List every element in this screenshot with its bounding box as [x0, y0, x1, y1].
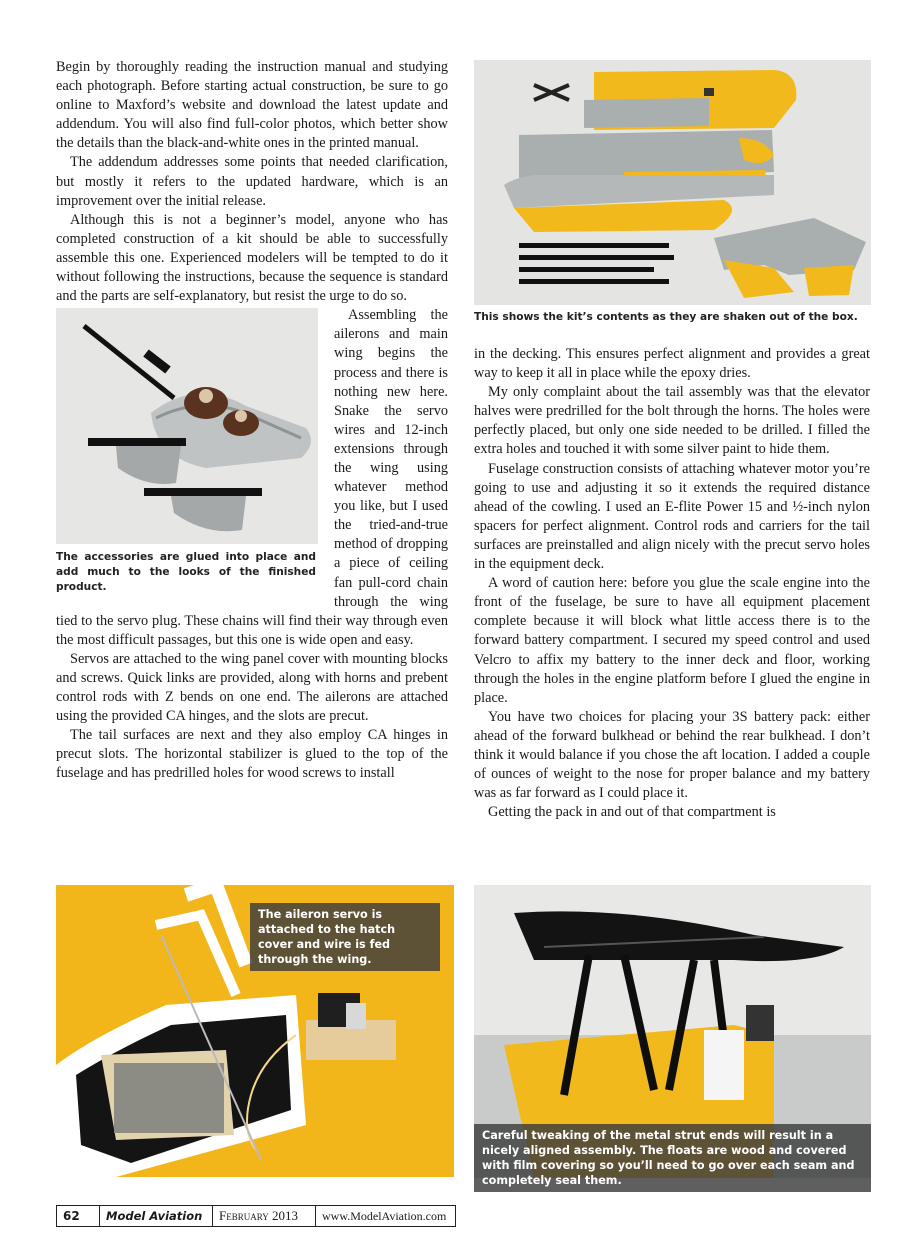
- aileron-servo-caption: The aileron servo is attached to the hatch cover and wire is fed through the wing.: [250, 903, 440, 971]
- paragraph: My only complaint about the tail assembly was that the elevator halves were predrilled for the bolt through the horns. The holes were perfectly placed, but only one side needed to be drilled. I filled the extra holes and touched it with some silver paint to hide them.: [474, 384, 870, 458]
- paragraph: The addendum addresses some points that needed clarification, but mostly it refers to the updated hardware, which is an improvement over the initial release.: [56, 154, 448, 209]
- kit-contents-photo: [474, 60, 871, 305]
- paragraph: Although this is not a beginner’s model, anyone who has completed construction of a kit should be able to successfully assemble this one. Experienced modelers will be tempted to do it without following the instructions, because the sequence is standard and the parts are self-explanatory, but resist the urge to do so.: [56, 211, 448, 305]
- issue-date: February 2013: [213, 1206, 316, 1226]
- paragraph: You have two choices for placing your 3S battery pack: either ahead of the forward bulkhead or behind the rear bulkhead. I don’t think it would balance if you chose the aft location. I added a couple of ounces of weight to the nose for proper balance and my battery was as far forward as I could place it.: [474, 708, 870, 802]
- paragraph: Getting the pack in and out of that compartment is: [488, 804, 776, 821]
- accessories-caption: The accessories are glued into place and add much to the looks of the finished product.: [56, 551, 316, 594]
- paragraph: in the decking. This ensures perfect alignment and provides a great way to keep it all in place while the epoxy dries.: [474, 346, 870, 382]
- paragraph: Assembling the ailerons and main wing begins the process and there is nothing new here. Snake the servo wires and 12-inch extensions through the wing using whatever method you like, but I used the tried-and-true method of dropping a piece of ceiling fan pull-cord chain through the wing tied to the servo plug. These chains will find their way through even the most difficult passages, but this one is wide open and easy.: [56, 307, 448, 648]
- paragraph: Fuselage construction consists of attaching whatever motor you’re going to use and adjusting it so it extends the required distance ahead of the cowling. I used an E-flite Power 15 and ½-inch nylon spacers for perfect alignment. Control rods and carriers for the tail surfaces are preinstalled and align nicely with the precut servo holes in the equipment deck.: [474, 460, 870, 573]
- page-footer: [56, 1205, 456, 1227]
- article-left-column: [56, 58, 448, 784]
- kit-contents-caption: This shows the kit’s contents as they are shaken out of the box.: [474, 311, 858, 323]
- paragraph: The tail surfaces are next and they also employ CA hinges in precut slots. The horizontal stabilizer is glued to the top of the fuselage and has predrilled holes for wood screws to install: [56, 727, 448, 782]
- paragraph: Servos are attached to the wing panel cover with mounting blocks and screws. Quick links are provided, along with horns and prebent control rods with Z bends on one end. The ailerons are attached using the provided CA hinges, and the slots are precut.: [56, 650, 448, 725]
- magazine-name: Model Aviation: [100, 1206, 213, 1226]
- strut-caption: Careful tweaking of the metal strut ends will result in a nicely aligned assembly. The floats are wood and covered with film covering so you’ll need to go over each seam and completely seal them.: [474, 1124, 871, 1192]
- website-link[interactable]: www.ModelAviation.com: [322, 1208, 447, 1223]
- accessories-photo: [56, 308, 318, 544]
- article-right-column: [474, 345, 870, 822]
- accessories-figure: [56, 306, 322, 604]
- paragraph: Begin by thoroughly reading the instruction manual and studying each photograph. Before starting actual construction, be sure to go online to Maxford’s website and download the latest update and addendum. You will also find full-color photos, which better show the details than the black-and-white ones in the printed manual.: [56, 59, 448, 152]
- paragraph: A word of caution here: before you glue the scale engine into the front of the fuselage, be sure to have all equipment placement complete because it will block what little access there is to the forward battery compartment. I secured my speed control and used Velcro to affix my battery to the inner deck and floor, working through the holes in the engine platform before I glued the engine in place.: [474, 575, 870, 706]
- page-number: 62: [57, 1206, 100, 1226]
